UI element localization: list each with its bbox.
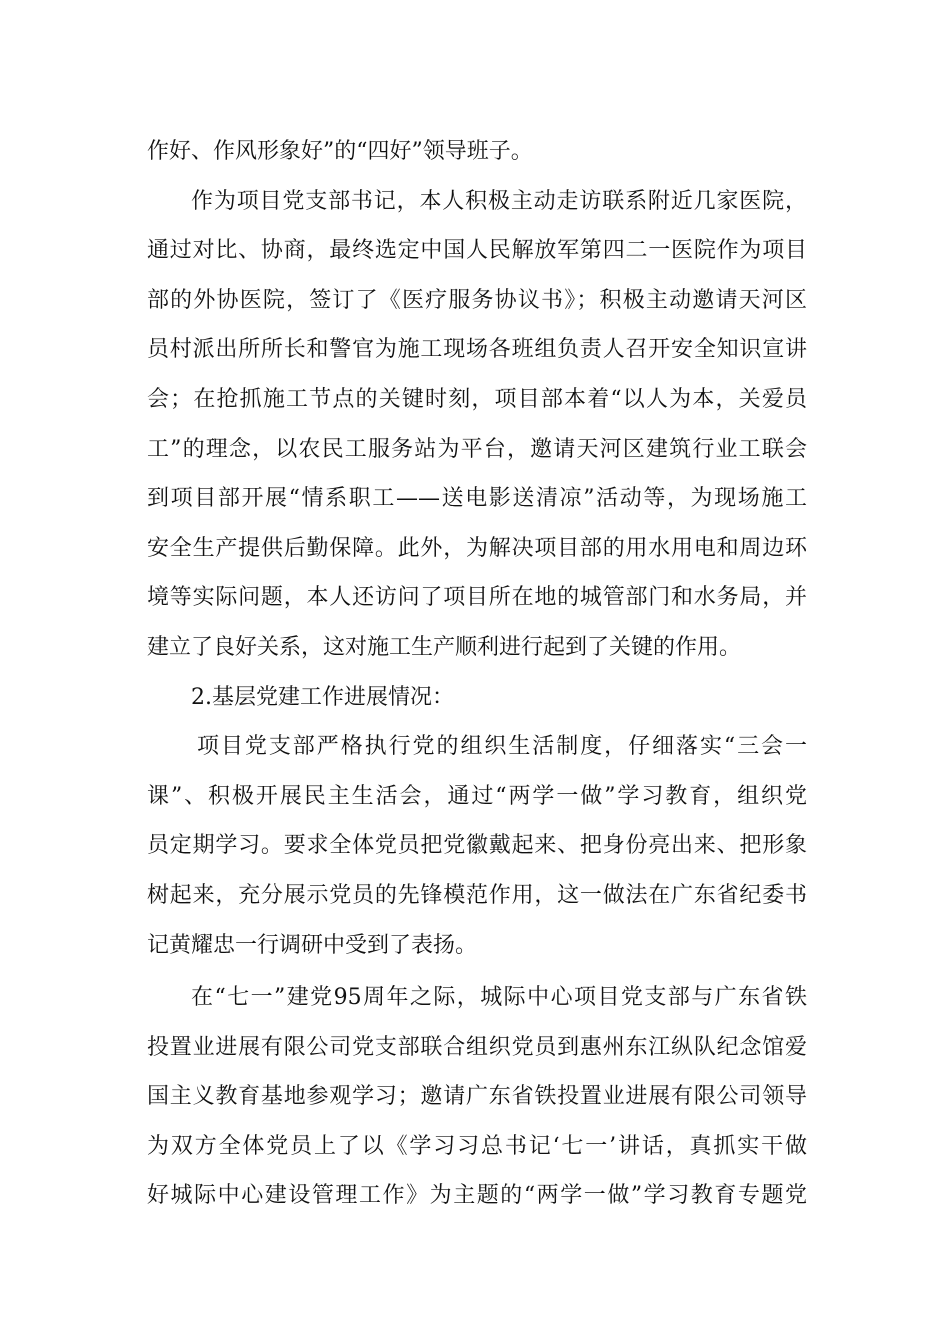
paragraph-line-3: 通过对比、协商，最终选定中国人民解放军第四二一医院作为项目 [147, 238, 807, 264]
paragraph-line-10: 境等实际问题，本人还访问了项目所在地的城管部门和水务局，并 [147, 585, 807, 611]
paragraph-line-2: 作为项目党支部书记，本人积极主动走访联系附近几家医院， [191, 188, 807, 214]
paragraph-line-1: 作好、作风形象好”的“四好”领导班子。 [147, 139, 533, 164]
paragraph-line-22: 好城际中心建设管理工作》为主题的“两学一做”学习教育专题党 [147, 1183, 807, 1209]
paragraph-line-20: 国主义教育基地参观学习；邀请广东省铁投置业进展有限公司领导 [147, 1084, 807, 1110]
paragraph-line-5: 员村派出所所长和警官为施工现场各班组负责人召开安全知识宣讲 [147, 337, 807, 363]
section-heading: 2.基层党建工作进展情况： [191, 684, 454, 710]
paragraph-line-8: 到项目部开展“情系职工——送电影送清凉”活动等，为现场施工 [147, 486, 807, 512]
paragraph-line-11: 建立了良好关系，这对施工生产顺利进行起到了关键的作用。 [147, 634, 742, 660]
paragraph-line-18: 在“七一”建党95周年之际，城际中心项目党支部与广东省铁 [191, 985, 807, 1011]
paragraph-line-19: 投置业进展有限公司党支部联合组织党员到惠州东江纵队纪念馆爱 [147, 1034, 807, 1060]
paragraph-line-4: 部的外协医院，签订了《医疗服务协议书》；积极主动邀请天河区 [147, 287, 807, 313]
document-body [147, 127, 807, 1221]
paragraph-line-14: 课”、积极开展民主生活会，通过“两学一做”学习教育，组织党 [147, 783, 807, 809]
paragraph-line-16: 树起来，充分展示党员的先锋模范作用，这一做法在广东省纪委书 [147, 882, 807, 908]
paragraph-line-7: 工”的理念，以农民工服务站为平台，邀请天河区建筑行业工联会 [147, 436, 807, 462]
paragraph-line-6: 会；在抢抓施工节点的关键时刻，项目部本着“以人为本，关爱员 [147, 386, 807, 412]
paragraph-line-9: 安全生产提供后勤保障。此外，为解决项目部的用水用电和周边环 [147, 535, 807, 561]
paragraph-line-15: 员定期学习。要求全体党员把党徽戴起来、把身份亮出来、把形象 [147, 833, 807, 859]
paragraph-line-13: 项目党支部严格执行党的组织生活制度，仔细落实“三会一 [197, 734, 807, 760]
paragraph-line-17: 记黄耀忠一行调研中受到了表扬。 [147, 932, 478, 958]
paragraph-line-21: 为双方全体党员上了以《学习习总书记‘七一’讲话，真抓实干做 [147, 1133, 807, 1159]
